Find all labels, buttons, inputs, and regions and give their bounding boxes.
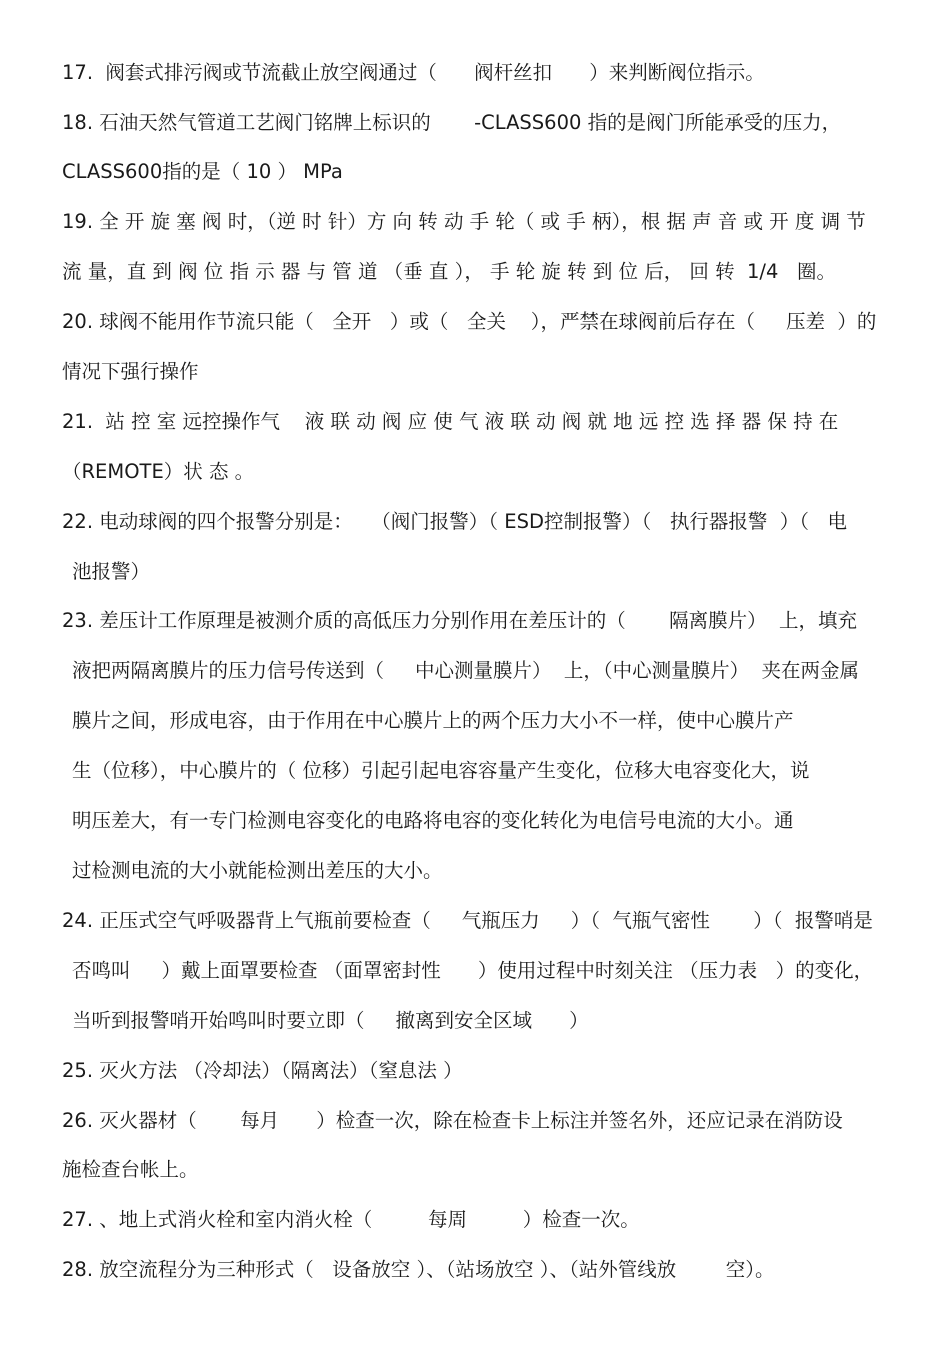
text-line: 26. 灭火器材（ 每月 ）检查一次，除在检查卡上标注并签名外，还应记录在消防设 [62, 1109, 843, 1132]
text-line: 过检测电流的大小就能检测出差压的大小。 [72, 859, 443, 882]
text-line: CLASS600指的是（ 10 ） MPa [62, 160, 343, 183]
text-line: 情况下强行操作 [62, 360, 199, 383]
text-line: 17. 阀套式排污阀或节流截止放空阀通过（ 阀杆丝扣 ）来判断阀位指示。 [62, 61, 765, 84]
text-line: 19. 全 开 旋 塞 阀 时，（逆 时 针）方 向 转 动 手 轮（ 或 手 柄），根 据 声 音 或 开 度 调 节 [62, 210, 866, 233]
text-line: 生（位移），中心膜片的（ 位移）引起引起电容容量产生变化，位移大电容变化大，说 [72, 759, 810, 782]
text-line: 22. 电动球阀的四个报警分别是： （阀门报警）（ ESD控制报警）（ 执行器报警 ）（ 电 [62, 510, 848, 533]
text-line: 液把两隔离膜片的压力信号传送到（ 中心测量膜片） 上，（中心测量膜片） 夹在两金属 [72, 659, 860, 682]
text-line: 膜片之间，形成电容，由于作用在中心膜片上的两个压力大小不一样，使中心膜片产 [72, 709, 794, 732]
text-line: 25. 灭火方法 （冷却法）（隔离法）（窒息法 ） [62, 1059, 463, 1082]
text-line: 施检查台帐上。 [62, 1158, 199, 1181]
text-line: 流 量，直 到 阀 位 指 示 器 与 管 道 （垂 直 ）， 手 轮 旋 转 到 位 后， 回 转 1/4 圈。 [62, 260, 836, 283]
text-line: 23. 差压计工作原理是被测介质的高低压力分别作用在差压计的（ 隔离膜片） 上，填充 [62, 609, 857, 632]
text-line: 21. 站 控 室 远控操作气 液 联 动 阀 应 使 气 液 联 动 阀 就 地 远 控 选 择 器 保 持 在 [62, 410, 839, 433]
text-line: 28. 放空流程分为三种形式（ 设备放空 ）、（站场放空 ）、（站外管线放 空）。 [62, 1258, 775, 1281]
text-line: 24. 正压式空气呼吸器背上气瓶前要检查（ 气瓶压力 ）（ 气瓶气密性 ）（ 报警哨是 [62, 909, 873, 932]
text-line: 27. 、地上式消火栓和室内消火栓（ 每周 ）检查一次。 [62, 1208, 640, 1231]
text-line: 明压差大，有一专门检测电容变化的电路将电容的变化转化为电信号电流的大小。通 [72, 809, 794, 832]
text-line: 20. 球阀不能用作节流只能（ 全开 ）或（ 全关 ），严禁在球阀前后存在（ 压差 ）的 [62, 310, 877, 333]
text-line: 否鸣叫 ）戴上面罩要检查 （面罩密封性 ）使用过程中时刻关注 （压力表 ）的变化， [72, 959, 874, 982]
text-line: 池报警） [72, 560, 151, 583]
text-line: （REMOTE）状 态 。 [62, 460, 255, 483]
text-line: 18. 石油天然气管道工艺阀门铭牌上标识的 -CLASS600 指的是阀门所能承受的压力， [62, 111, 842, 134]
text-line: 当听到报警哨开始鸣叫时要立即（ 撤离到安全区域 ） [72, 1009, 589, 1032]
